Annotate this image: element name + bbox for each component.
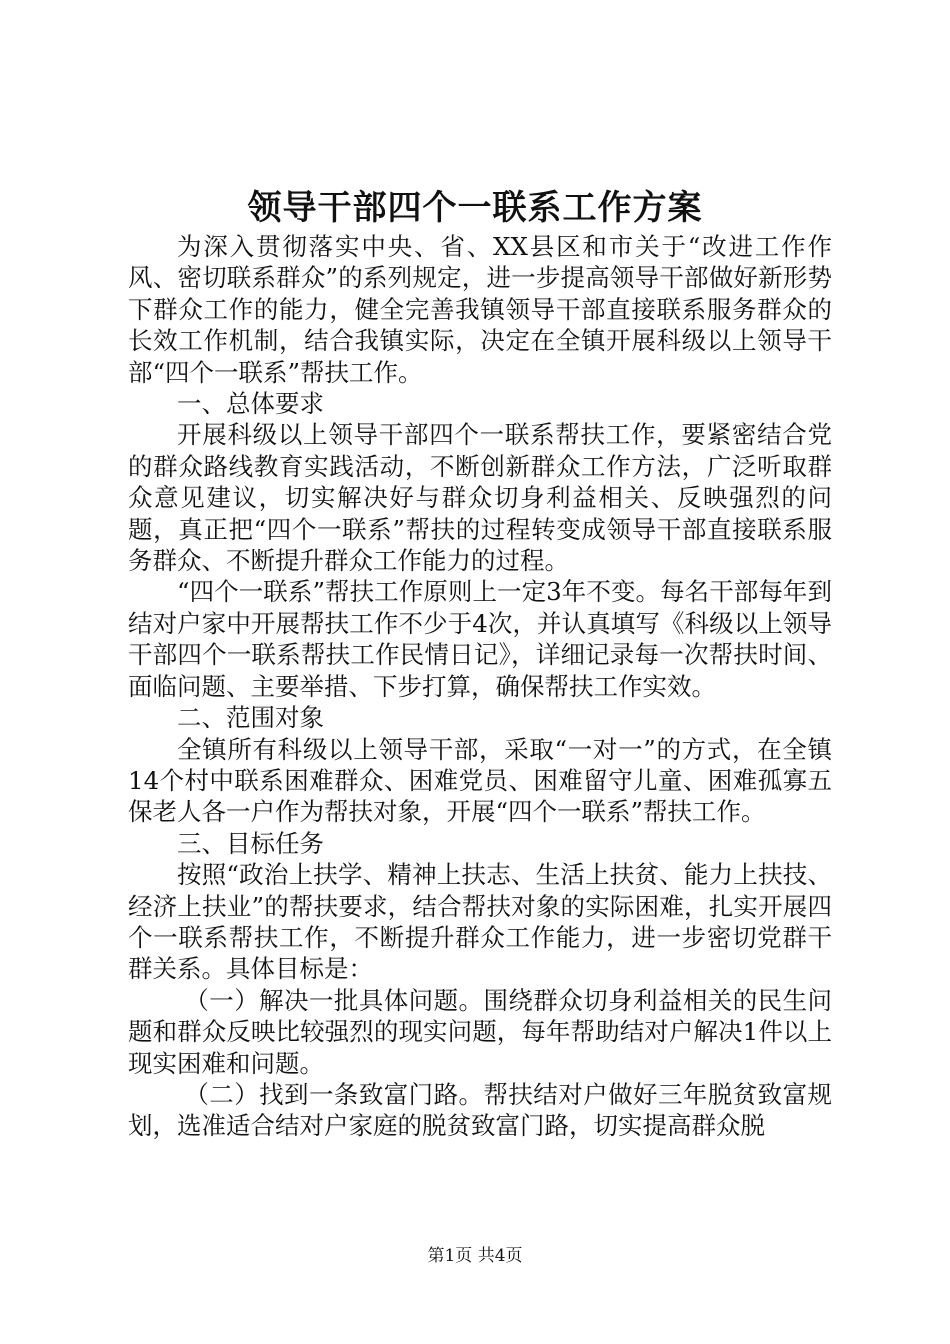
page-footer: 第1页 共4页 bbox=[427, 1246, 523, 1266]
section-heading-targets: 三、目标任务 bbox=[177, 828, 324, 858]
principle-paragraph: “四个一联系”帮扶工作原则上一定3年不变。每名干部每年到结对户家中开展帮扶工作不少于4次，并认真填写《科级以上领导干部四个一联系帮扶工作民情日记》，详细记录每一次帮扶时间、面临问题、主要举措、下步打算，确保帮扶工作实效。 bbox=[128, 577, 832, 701]
target-item-2: （二）找到一条致富门路。帮扶结对户做好三年脱贫致富规划，选准适合结对户家庭的脱贫致富门路，切实提高群众脱 bbox=[128, 1079, 832, 1141]
section-heading-scope: 二、范围对象 bbox=[177, 703, 324, 733]
intro-paragraph: 为深入贯彻落实中央、省、XX县区和市关于“改进工作作风、密切联系群众”的系列规定，进一步提高领导干部做好新形势下群众工作的能力，健全完善我镇领导干部直接联系服务群众的长效工作机制，结合我镇实际，决定在全镇开展科级以上领导干部“四个一联系”帮扶工作。 bbox=[128, 232, 832, 387]
target-item-1: （一）解决一批具体问题。围绕群众切身利益相关的民生问题和群众反映比较强烈的现实问题，每年帮助结对户解决1件以上现实困难和问题。 bbox=[128, 985, 832, 1078]
general-requirements-paragraph: 开展科级以上领导干部四个一联系帮扶工作，要紧密结合党的群众路线教育实践活动，不断创新群众工作方法，广泛听取群众意见建议，切实解决好与群众切身利益相关、反映强烈的问题，真正把“四个一联系”帮扶的过程转变成领导干部直接联系服务群众、不断提升群众工作能力的过程。 bbox=[128, 420, 832, 576]
targets-paragraph: 按照“政治上扶学、精神上扶志、生活上扶贫、能力上扶技、经济上扶业”的帮扶要求，结合帮扶对象的实际困难，扎实开展四个一联系帮扶工作，不断提升群众工作能力，进一步密切党群干群关系。具体目标是： bbox=[128, 860, 832, 984]
document-body bbox=[128, 231, 832, 1142]
section-heading-general-requirements: 一、总体要求 bbox=[177, 389, 324, 419]
document-title: 领导干部四个一联系工作方案 bbox=[247, 188, 703, 228]
scope-paragraph: 全镇所有科级以上领导干部，采取“一对一”的方式，在全镇14个村中联系困难群众、困难党员、困难留守儿童、困难孤寡五保老人各一户作为帮扶对象，开展“四个一联系”帮扶工作。 bbox=[128, 734, 832, 827]
